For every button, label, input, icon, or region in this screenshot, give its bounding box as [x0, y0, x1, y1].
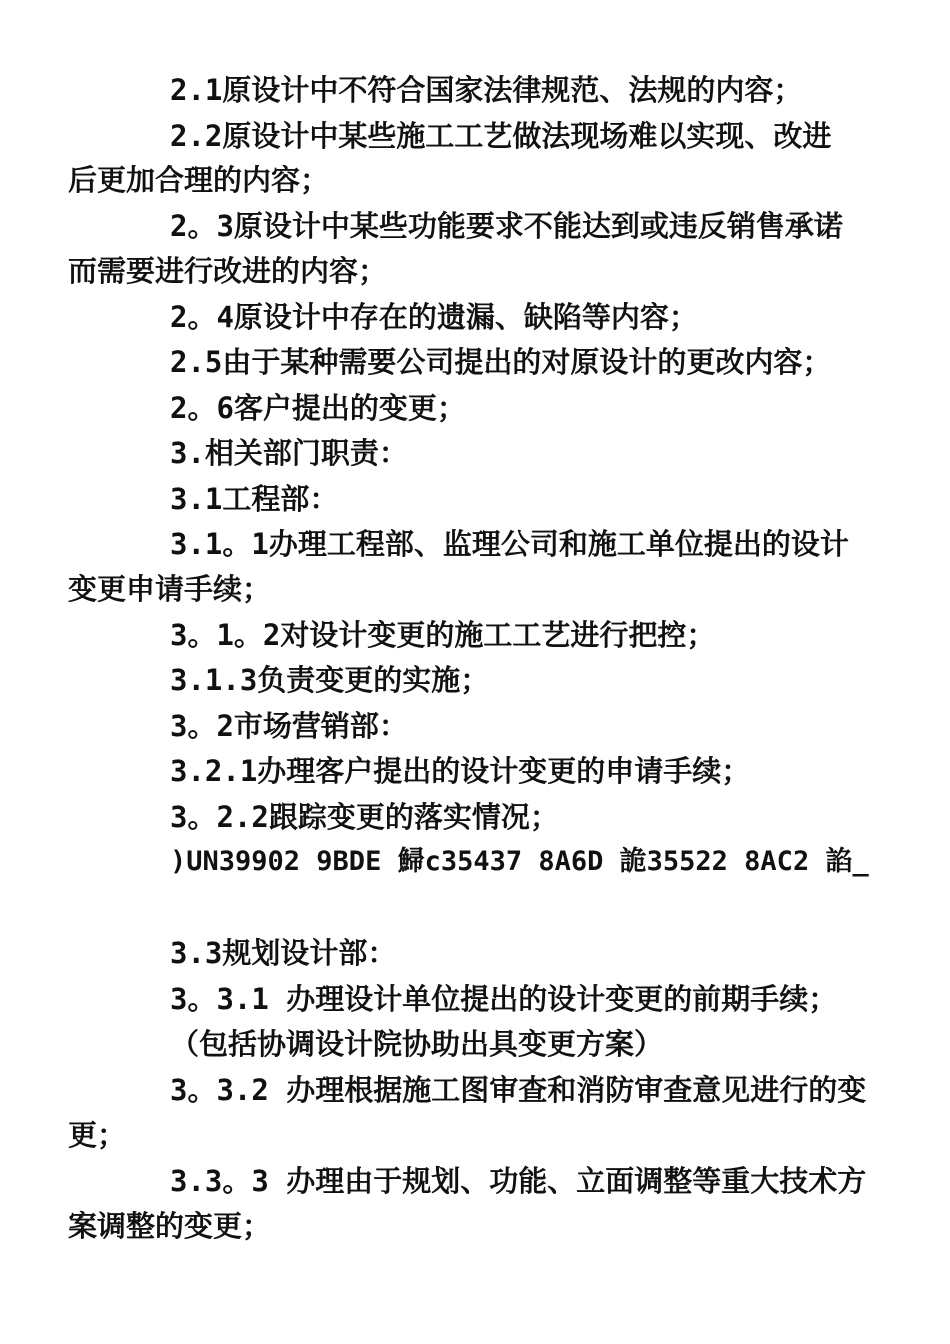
- text-line-2-5: 2.5由于某种需要公司提出的对原设计的更改内容；: [170, 345, 832, 379]
- text-line-3-3-1: 3。3.1 办理设计单位提出的设计变更的前期手续；: [170, 982, 838, 1016]
- text-line-2-6: 2。6客户提出的变更；: [170, 391, 466, 425]
- garbled-line: )UN39902 9BDE 鯞c35437 8A6D 詭35522 8AC2 諂_: [170, 846, 869, 877]
- text-line-2-1: 2.1原设计中不符合国家法律规范、法规的内容；: [170, 73, 803, 107]
- text-line-3-3-1-note: （包括协调设计院协助出具变更方案）: [170, 1027, 664, 1061]
- text-line-2-3: 2。3原设计中某些功能要求不能达到或违反销售承诺: [170, 209, 843, 243]
- text-line-3-3-3-cont: 案调整的变更；: [68, 1209, 272, 1243]
- text-line-2-2: 2.2原设计中某些施工工艺做法现场难以实现、改进: [170, 119, 832, 153]
- text-line-2-4: 2。4原设计中存在的遗漏、缺陷等内容；: [170, 300, 698, 334]
- text-line-2-3-cont: 而需要进行改进的内容；: [68, 254, 388, 288]
- subheading-3-3: 3.3规划设计部：: [170, 936, 397, 970]
- text-line-3-1-1: 3.1。1办理工程部、监理公司和施工单位提出的设计: [170, 527, 849, 561]
- text-line-3-3-2: 3。3.2 办理根据施工图审查和消防审查意见进行的变: [170, 1073, 867, 1107]
- subheading-3-2: 3。2市场营销部：: [170, 709, 408, 743]
- text-line-3-3-2-cont: 更；: [68, 1118, 127, 1152]
- text-line-2-2-cont: 后更加合理的内容；: [68, 163, 330, 197]
- text-line-3-2-2: 3。2.2跟踪变更的落实情况；: [170, 800, 559, 834]
- section-heading-3: 3.相关部门职责：: [170, 436, 408, 470]
- text-line-3-1-3: 3.1.3负责变更的实施；: [170, 663, 490, 697]
- text-line-3-1-2: 3。1。2对设计变更的施工工艺进行把控；: [170, 618, 716, 652]
- subheading-3-1: 3.1工程部：: [170, 482, 339, 516]
- text-line-3-2-1: 3.2.1办理客户提出的设计变更的申请手续；: [170, 754, 751, 788]
- text-line-3-1-1-cont: 变更申请手续；: [68, 572, 272, 606]
- text-line-3-3-3: 3.3。3 办理由于规划、功能、立面调整等重大技术方: [170, 1164, 867, 1198]
